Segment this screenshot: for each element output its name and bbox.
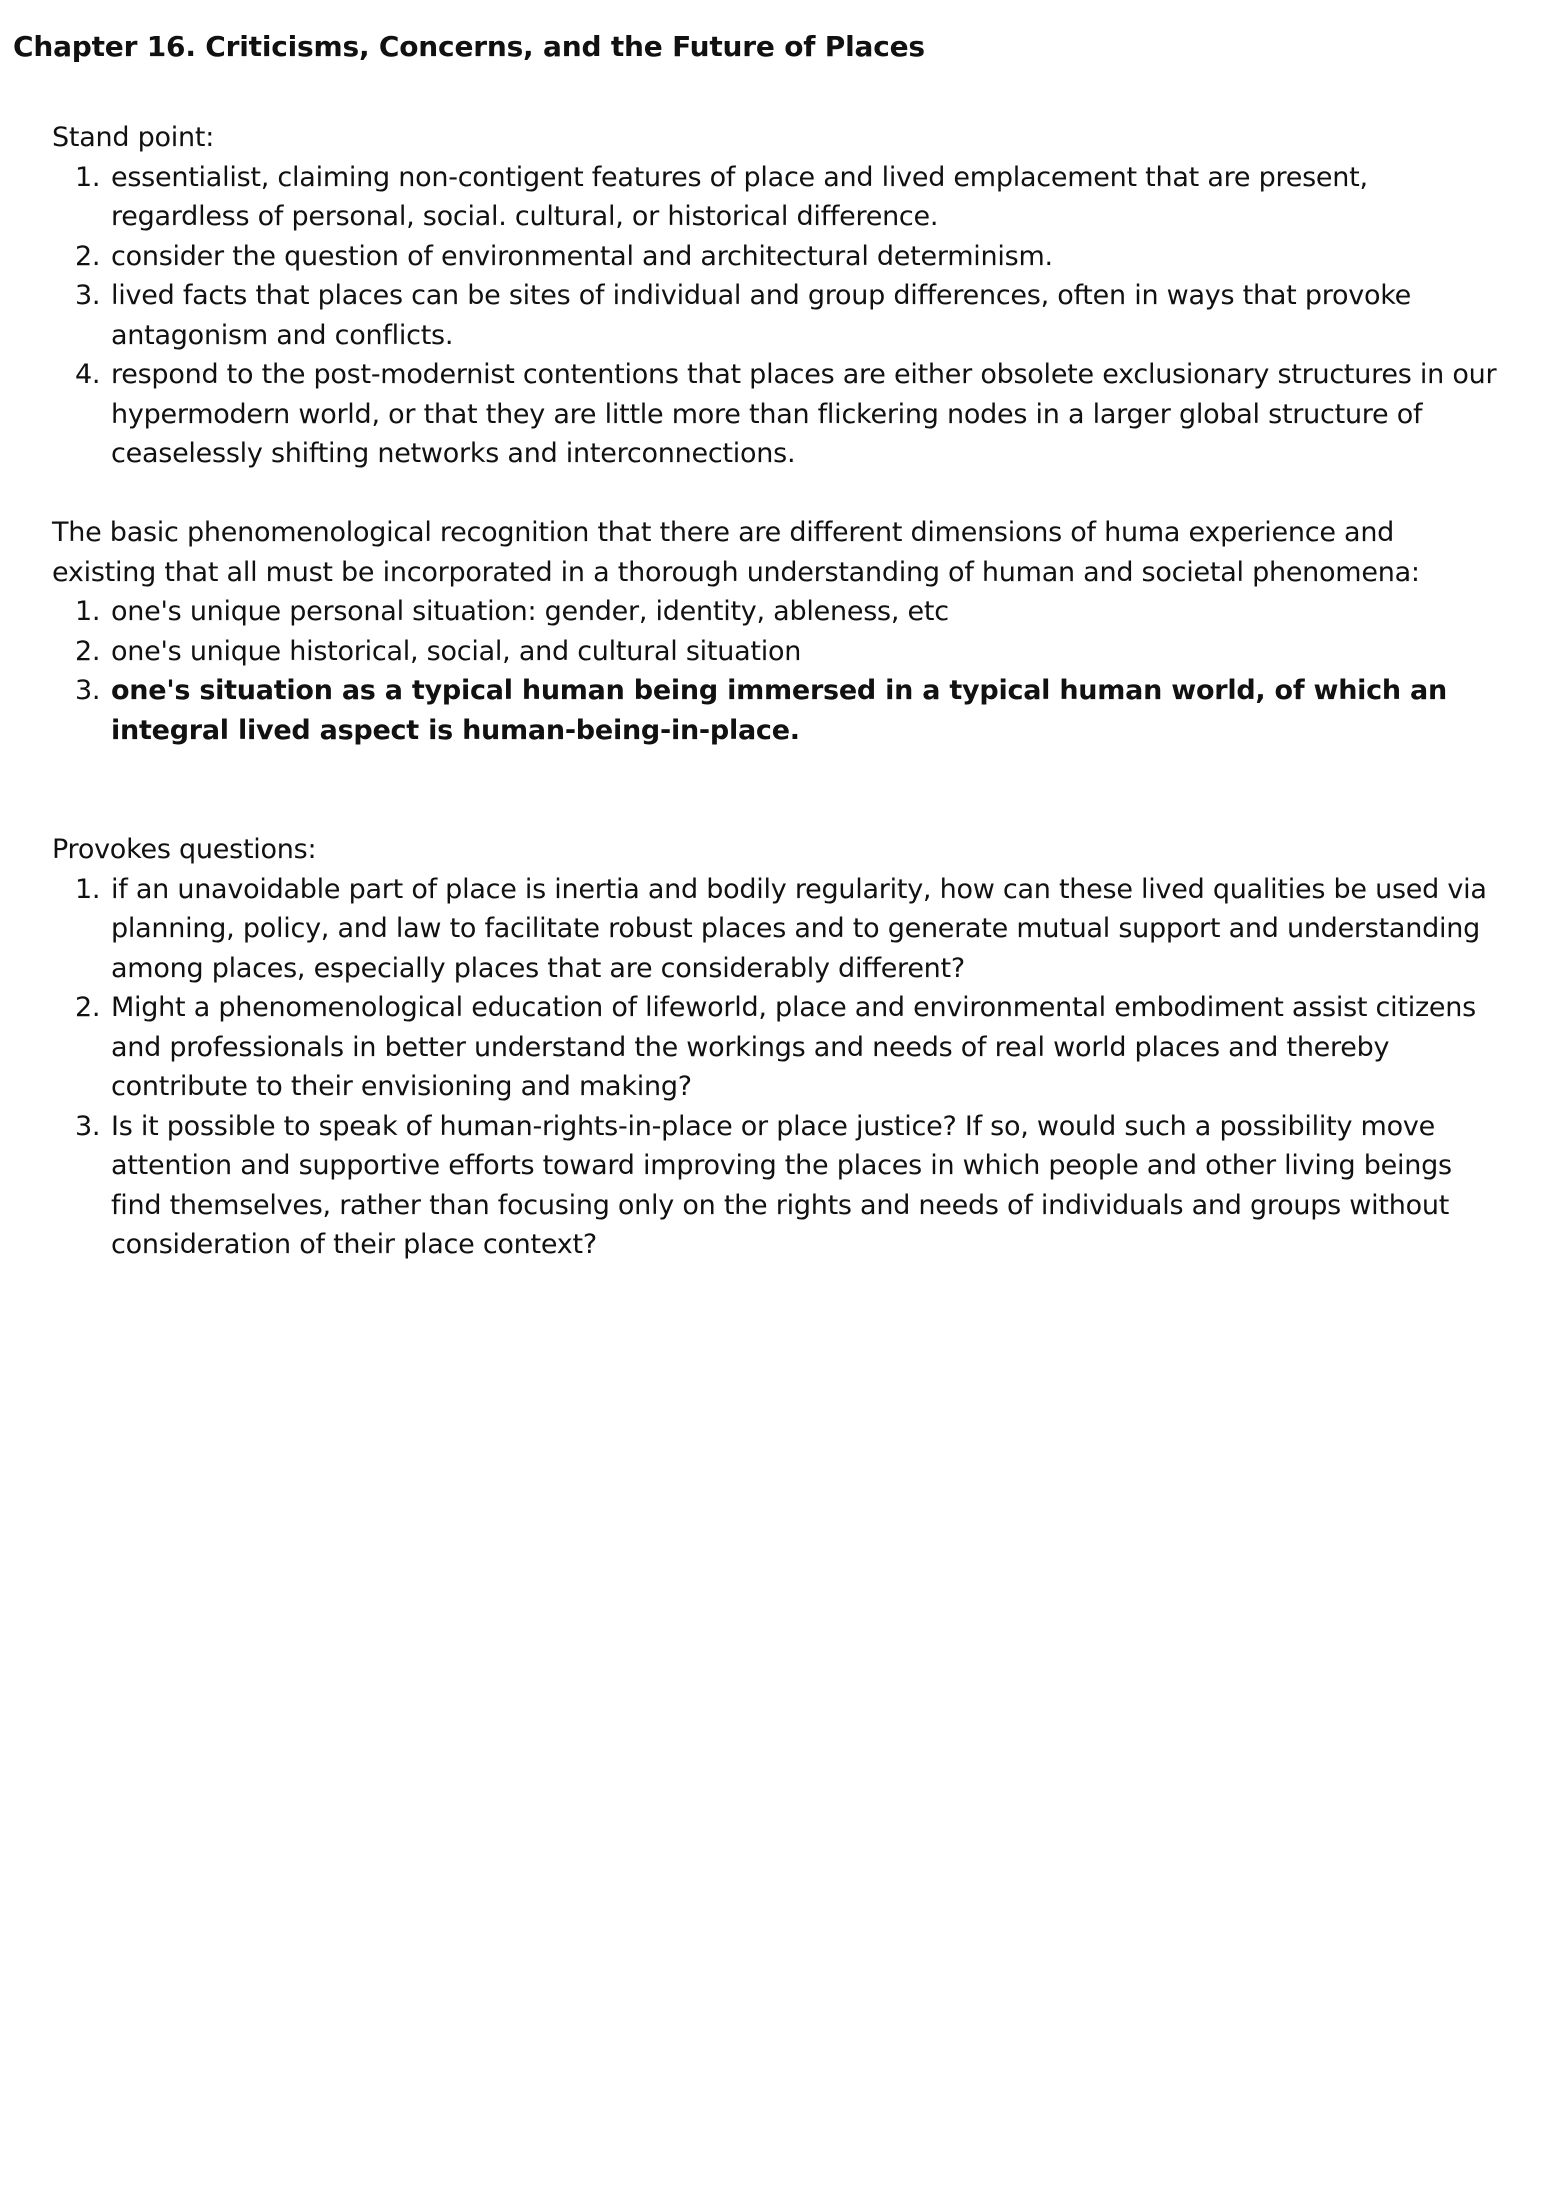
list-item	[52, 158, 1502, 237]
list-item	[52, 870, 1502, 989]
list-item-text: one's unique historical, social, and cultural situation	[111, 635, 802, 667]
standpoint-list	[52, 158, 1502, 474]
list-item-number: 4.	[75, 359, 101, 390]
list-item	[52, 1107, 1502, 1265]
list-item	[52, 237, 1502, 277]
list-item-number: 1.	[75, 596, 101, 627]
list-item-number: 2.	[75, 240, 101, 272]
list-item-text: Is it possible to speak of human-rights-in-place or place justice? If so, would such a possibility move attention and supportive efforts toward improving the places in which people and other living beings find themselves, rather than focusing only on the rights and needs of individuals and groups without consideration of their place context?	[111, 1110, 1452, 1260]
list-item	[52, 592, 1502, 632]
questions-section	[52, 830, 1502, 1265]
dimensions-intro: The basic phenomenological recognition that there are different dimensions of huma experience and existing that all must be incorporated in a thorough understanding of human and societal phenomena:	[52, 517, 1420, 588]
dimensions-list	[52, 592, 1502, 750]
list-item-number: 2.	[75, 992, 101, 1023]
list-item-text: lived facts that places can be sites of individual and group differences, often in ways that provoke antagonism and conflicts.	[111, 280, 1412, 351]
list-item-text: respond to the post-modernist contentions that places are either obsolete exclusionary structures in our hypermodern world, or that they are little more than flickering nodes in a larger global structure of ceaselessly shifting networks and interconnections.	[111, 359, 1497, 469]
list-item-number: 3.	[75, 280, 101, 311]
list-item-text-bold: one's situation as a typical human being immersed in a typical human world, of which an integral lived aspect is human-being-in-place.	[111, 675, 1447, 746]
dimensions-section	[52, 513, 1502, 750]
list-item-text: essentialist, claiming non-contigent features of place and lived emplacement that are present, regardless of personal, social. cultural, or historical difference.	[111, 161, 1368, 232]
questions-list	[52, 870, 1502, 1265]
chapter-title: Chapter 16. Criticisms, Concerns, and the Future of Places	[13, 30, 925, 63]
list-item	[52, 632, 1502, 672]
list-item	[52, 671, 1502, 750]
standpoint-intro: Stand point:	[52, 122, 215, 153]
list-item	[52, 355, 1502, 474]
list-item	[52, 988, 1502, 1107]
list-item-text: consider the question of environmental and architectural determinism.	[111, 240, 1053, 272]
list-item-number: 3.	[75, 1110, 101, 1142]
standpoint-section	[52, 118, 1502, 474]
list-item-text: Might a phenomenological education of lifeworld, place and environmental embodiment assist citizens and professionals in better understand the workings and needs of real world places and thereby contribute to their envisioning and making?	[111, 992, 1476, 1102]
list-item-number: 3.	[75, 675, 101, 706]
list-item-number: 1.	[75, 161, 101, 193]
list-item-number: 2.	[75, 635, 101, 667]
list-item-text: if an unavoidable part of place is inertia and bodily regularity, how can these lived qualities be used via planning, policy, and law to facilitate robust places and to generate mutual support and understanding among places, especially places that are considerably different?	[111, 873, 1487, 984]
list-item-number: 1.	[75, 873, 101, 905]
questions-intro: Provokes questions:	[52, 834, 317, 865]
list-item	[52, 276, 1502, 355]
list-item-text: one's unique personal situation: gender, identity, ableness, etc	[111, 596, 949, 627]
